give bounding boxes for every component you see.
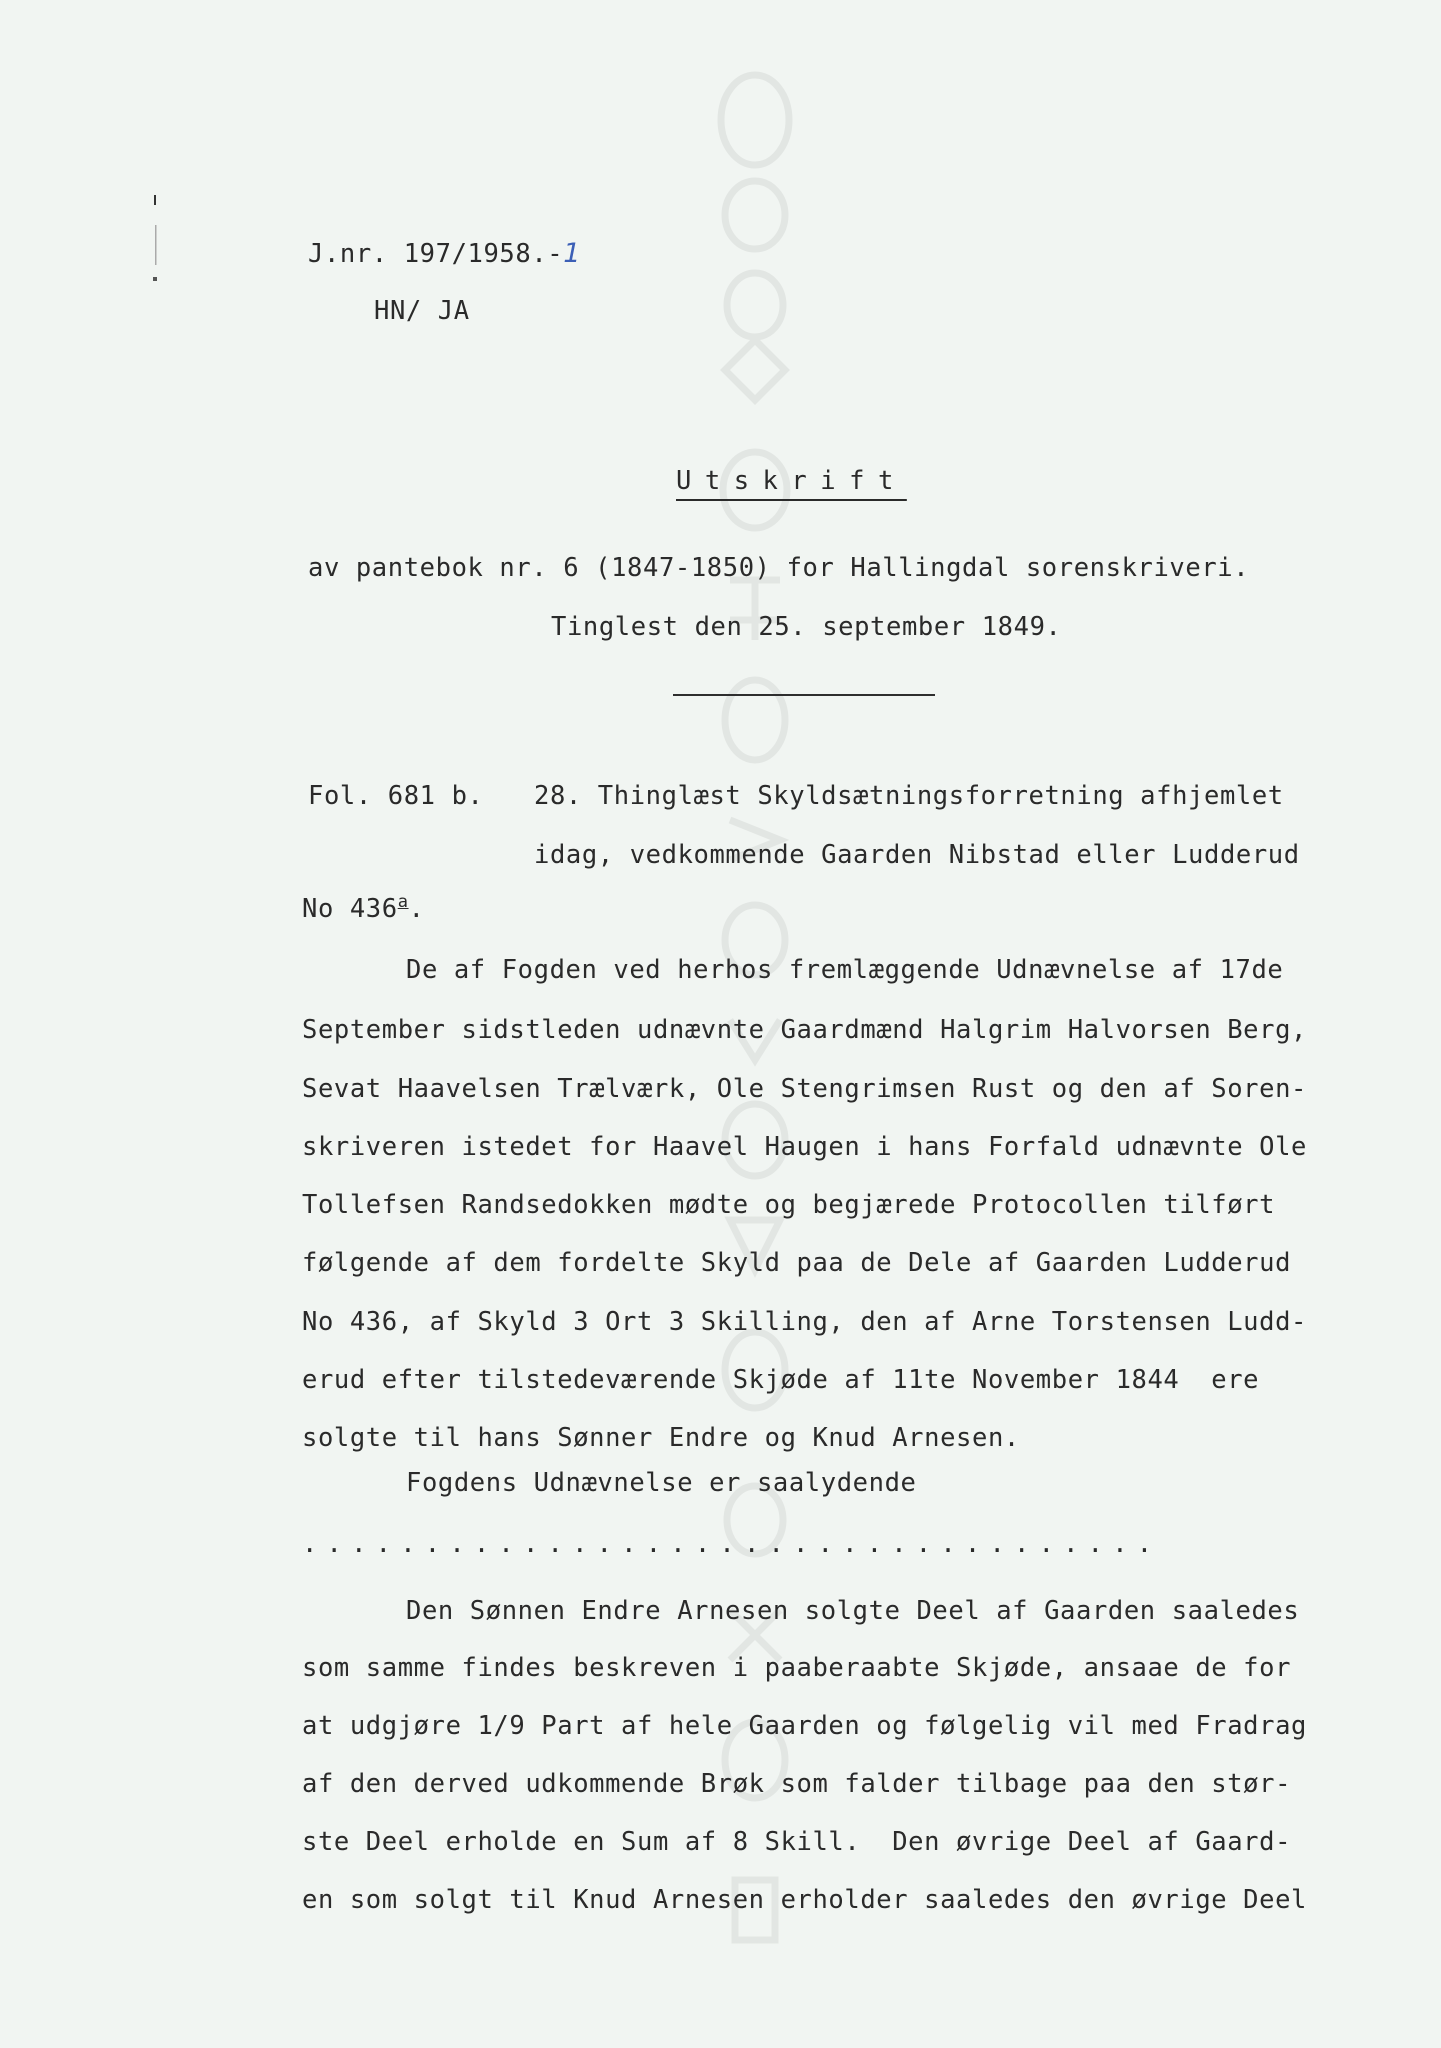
subtitle-line-2: Tinglest den 25. september 1849.: [551, 612, 1062, 642]
omission-dots: ...................................: [302, 1529, 1162, 1559]
body-line: skriveren istedet for Haavel Haugen i hans Forfald udnævnte Ole: [302, 1132, 1307, 1162]
body-line: Fogdens Udnævnelse er saalydende: [406, 1468, 917, 1498]
body-line: ste Deel erholde en Sum af 8 Skill. Den øvrige Deel af Gaard-: [302, 1827, 1292, 1857]
property-number-superscript: a: [397, 892, 409, 912]
body-line: at udgjøre 1/9 Part af hele Gaarden og følgelig vil med Fradrag: [302, 1711, 1307, 1741]
body-line: som samme findes beskreven i paaberaabte Skjøde, ansaae de for: [302, 1653, 1292, 1683]
separator-rule: [673, 694, 935, 696]
entry-heading-line-1: 28. Thinglæst Skyldsætningsforretning afhjemlet: [534, 781, 1284, 811]
entry-heading-line-2: idag, vedkommende Gaarden Nibstad eller Ludderud: [534, 840, 1300, 870]
body-line: Den Sønnen Endre Arnesen solgte Deel af Gaarden saaledes: [406, 1596, 1300, 1626]
body-line: September sidstleden udnævnte Gaardmænd Halgrim Halvorsen Berg,: [302, 1015, 1307, 1045]
journal-reference: [308, 236, 581, 272]
property-number: No 436: [302, 894, 398, 924]
initials: HN/ JA: [374, 296, 470, 326]
journal-number: J.nr. 197/1958.-: [308, 239, 564, 269]
body-line: De af Fogden ved herhos fremlæggende Udnævnelse af 17de: [406, 955, 1284, 985]
handwritten-annotation: 1: [563, 238, 582, 269]
body-line: solgte til hans Sønner Endre og Knud Arnesen.: [302, 1423, 1020, 1453]
binder-marks: [150, 195, 160, 295]
folio-reference: Fol. 681 b.: [308, 781, 484, 811]
property-number-suffix: .: [408, 894, 425, 924]
body-line: følgende af dem fordelte Skyld paa de Dele af Gaarden Ludderud: [302, 1248, 1292, 1278]
body-line: No 436, af Skyld 3 Ort 3 Skilling, den af Arne Torstensen Ludd-: [302, 1307, 1307, 1337]
body-line: af den derved udkommende Brøk som falder tilbage paa den stør-: [302, 1769, 1292, 1799]
document-title: Utskrift: [676, 466, 907, 496]
body-line: en som solgt til Knud Arnesen erholder saaledes den øvrige Deel: [302, 1885, 1307, 1915]
entry-heading-line-3: [302, 891, 425, 927]
body-line: Tollefsen Randsedokken mødte og begjærede Protocollen tilført: [302, 1190, 1276, 1220]
body-line: erud efter tilstedeværende Skjøde af 11te November 1844 ere: [302, 1365, 1260, 1395]
body-line: Sevat Haavelsen Trælværk, Ole Stengrimsen Rust og den af Soren-: [302, 1074, 1307, 1104]
subtitle-line-1: av pantebok nr. 6 (1847-1850) for Hallingdal sorenskriveri.: [308, 553, 1250, 583]
